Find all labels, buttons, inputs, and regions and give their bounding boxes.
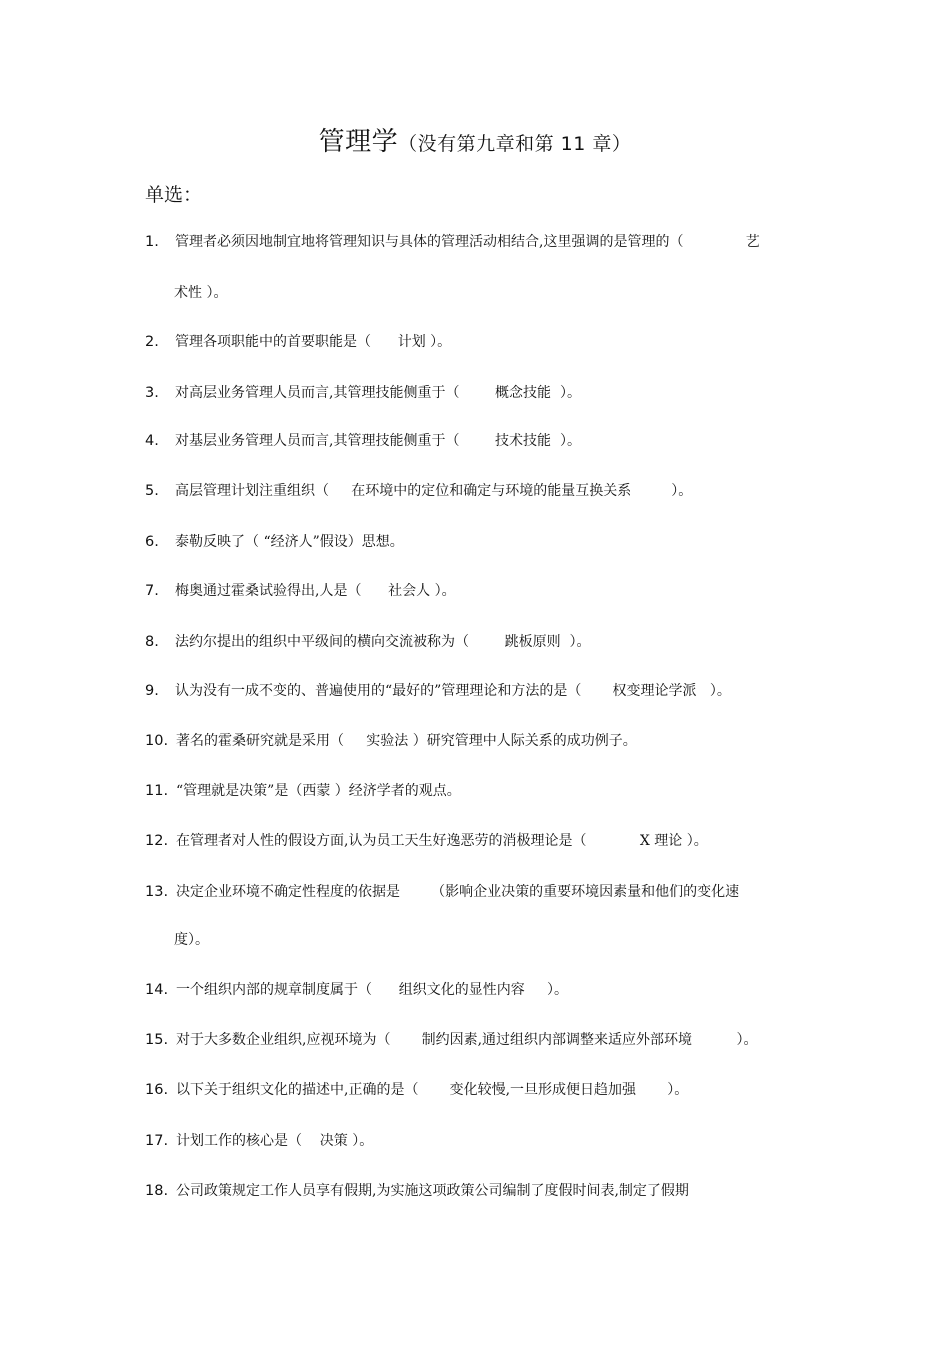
question-number: 12. <box>145 833 169 849</box>
question-text: 高层管理计划注重组织（ 在环境中的定位和确定与环境的能量互换关系 ）。 <box>175 483 693 499</box>
question-continuation: 度）。 <box>174 932 209 948</box>
question-item <box>145 1181 689 1201</box>
question-text: 管理各项职能中的首要职能是（ 计划 ）。 <box>175 334 452 350</box>
question-text: 计划工作的核心是（ 决策 ）。 <box>176 1133 374 1149</box>
question-text: 在管理者对人性的假设方面,认为员工天生好逸恶劳的消极理论是（ X 理论 ）。 <box>176 833 708 849</box>
question-number: 7. <box>145 583 159 599</box>
question-number: 8. <box>145 634 159 650</box>
question-item <box>145 1131 373 1151</box>
question-item <box>145 632 591 652</box>
question-item <box>145 481 692 501</box>
question-number: 15. <box>145 1032 169 1048</box>
question-number: 2. <box>145 334 159 350</box>
question-number: 10. <box>145 733 169 749</box>
question-number: 5. <box>145 483 159 499</box>
title-main: 管理学 <box>318 127 399 157</box>
question-text: 公司政策规定工作人员享有假期,为实施这项政策公司编制了度假时间表,制定了假期 <box>176 1183 689 1199</box>
question-text: 泰勒反映了（ “经济人”假设）思想。 <box>175 534 404 550</box>
question-text: 梅奥通过霍桑试验得出,人是（ 社会人 ）。 <box>175 583 456 599</box>
title-subtitle: （没有第九章和第 11 章） <box>398 133 632 155</box>
question-number: 11. <box>145 783 169 799</box>
question-item <box>145 581 456 601</box>
question-text: 对于大多数企业组织,应视环境为（ 制约因素,通过组织内部调整来适应外部环境 ）。 <box>176 1032 758 1048</box>
question-item <box>145 232 760 252</box>
question-item <box>145 332 451 352</box>
question-text: 决定企业环境不确定性程度的依据是 （影响企业决策的重要环境因素量和他们的变化速 <box>176 884 740 900</box>
question-number: 4. <box>145 433 159 449</box>
question-item <box>145 831 708 851</box>
question-item <box>145 681 731 701</box>
question-text: “管理就是决策”是（西蒙 ）经济学者的观点。 <box>176 783 461 799</box>
question-item <box>145 781 461 801</box>
question-text: 认为没有一成不变的、普遍使用的“最好的”管理理论和方法的是（ 权变理论学派 ）。 <box>175 683 731 699</box>
question-text: 以下关于组织文化的描述中,正确的是（ 变化较慢,一旦形成便日趋加强 ）。 <box>176 1082 689 1098</box>
question-text: 对基层业务管理人员而言,其管理技能侧重于（ 技术技能 ）。 <box>175 433 581 449</box>
question-number: 13. <box>145 884 169 900</box>
question-text: 对高层业务管理人员而言,其管理技能侧重于（ 概念技能 ）。 <box>175 385 581 401</box>
question-item <box>145 882 739 902</box>
question-item <box>145 431 581 451</box>
question-number: 18. <box>145 1183 169 1199</box>
question-item <box>145 1030 758 1050</box>
section-heading: 单选： <box>145 184 203 206</box>
question-number: 3. <box>145 385 159 401</box>
question-number: 6. <box>145 534 159 550</box>
question-text: 法约尔提出的组织中平级间的横向交流被称为（ 跳板原则 ）。 <box>175 634 591 650</box>
question-item <box>145 1080 688 1100</box>
question-continuation: 术性 ）。 <box>174 285 228 301</box>
question-text: 著名的霍桑研究就是采用（ 实验法 ）研究管理中人际关系的成功例子。 <box>176 733 637 749</box>
question-number: 16. <box>145 1082 169 1098</box>
question-item <box>145 383 581 403</box>
question-text: 管理者必须因地制宜地将管理知识与具体的管理活动相结合,这里强调的是管理的（ 艺 <box>175 234 760 250</box>
question-number: 17. <box>145 1133 169 1149</box>
question-item <box>145 532 404 552</box>
question-text: 一个组织内部的规章制度属于（ 组织文化的显性内容 ）。 <box>176 982 568 998</box>
page-title <box>0 124 950 162</box>
question-item <box>145 980 568 1000</box>
question-number: 1. <box>145 234 159 250</box>
question-item <box>145 731 637 751</box>
question-number: 9. <box>145 683 159 699</box>
question-number: 14. <box>145 982 169 998</box>
